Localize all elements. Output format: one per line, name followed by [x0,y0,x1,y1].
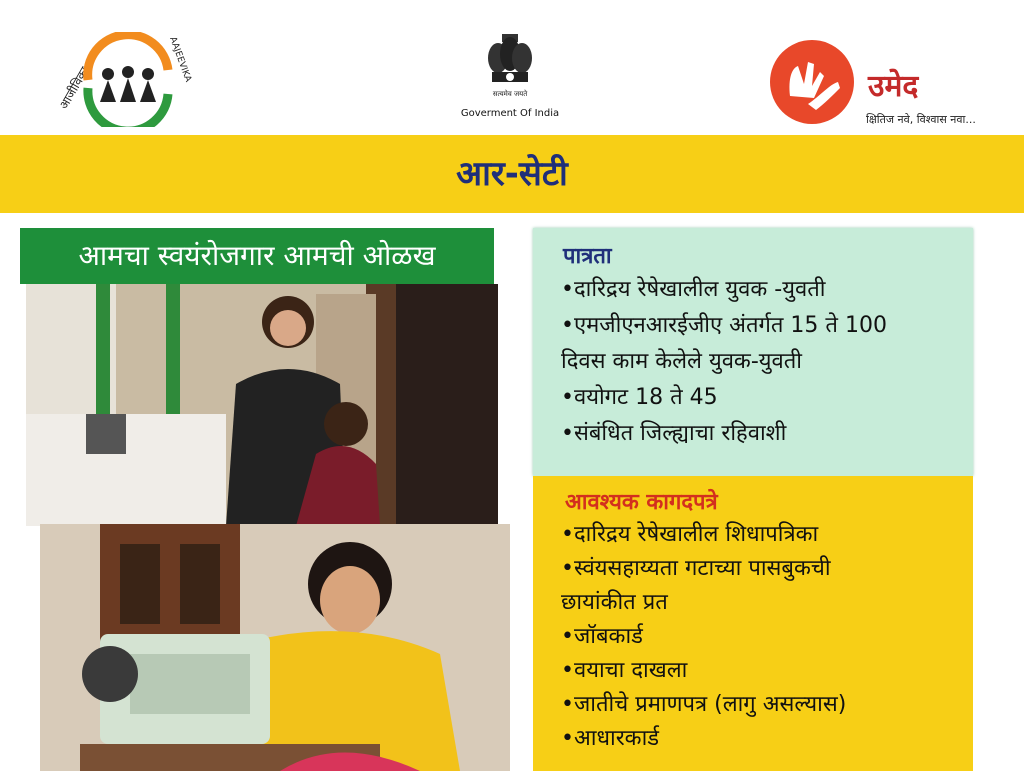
list-item: दिवस काम केलेले युवक-युवती [561,349,802,374]
list-item: •वयोगट 18 ते 45 [561,385,718,410]
documents-box [533,476,973,771]
umed-logo-tagline: क्षितिज नवे, विश्वास नवा... [866,113,976,126]
documents-list [561,518,971,756]
umed-logo-name: उमेद [868,69,919,104]
eligibility-heading: पात्रता [563,244,612,269]
list-item: •वयाचा दाखला [561,658,688,683]
list-item: •आधारकार्ड [561,726,660,751]
umed-logo [768,38,998,133]
ajeevika-logo-text-left: आजीविका [56,64,92,112]
list-item: •दारिद्रय रेषेखालील शिधापत्रिका [561,522,819,547]
ajeevika-logo [48,32,208,127]
title-banner [0,135,1024,213]
umed-hands-icon [768,38,860,130]
ajeevika-logo-text-right: AAJEEVIKA [167,35,193,84]
list-item: •एमजीएनआरईजीए अंतर्गत 15 ते 100 [561,313,887,338]
list-item: छायांकीत प्रत [561,590,668,615]
list-item: •स्वंयसहाय्यता गटाच्या पासबुकची [561,556,831,581]
emblem-caption: Goverment Of India [460,108,560,119]
documents-heading: आवश्यक कागदपत्रे [565,490,718,515]
government-emblem [450,30,570,130]
emblem-motto: सत्यमेव जयते [492,90,528,98]
list-item: •दारिद्रय रेषेखालील युवक -युवती [561,277,826,302]
eligibility-list [561,272,971,452]
header [0,0,1024,135]
list-item: •जॉबकार्ड [561,624,643,649]
page-title: आर-सेटी [456,154,568,194]
beauty-parlour-photo [26,284,498,526]
list-item: •जातीचे प्रमाणपत्र (लागु असल्यास) [561,692,847,717]
tailoring-photo [40,524,510,771]
list-item: •संबंधित जिल्ह्याचा रहिवाशी [561,421,787,446]
eligibility-box [533,228,973,476]
ashoka-emblem-icon [480,30,540,106]
section-title: आमचा स्वयंरोजगार आमची ओळख [20,228,494,284]
